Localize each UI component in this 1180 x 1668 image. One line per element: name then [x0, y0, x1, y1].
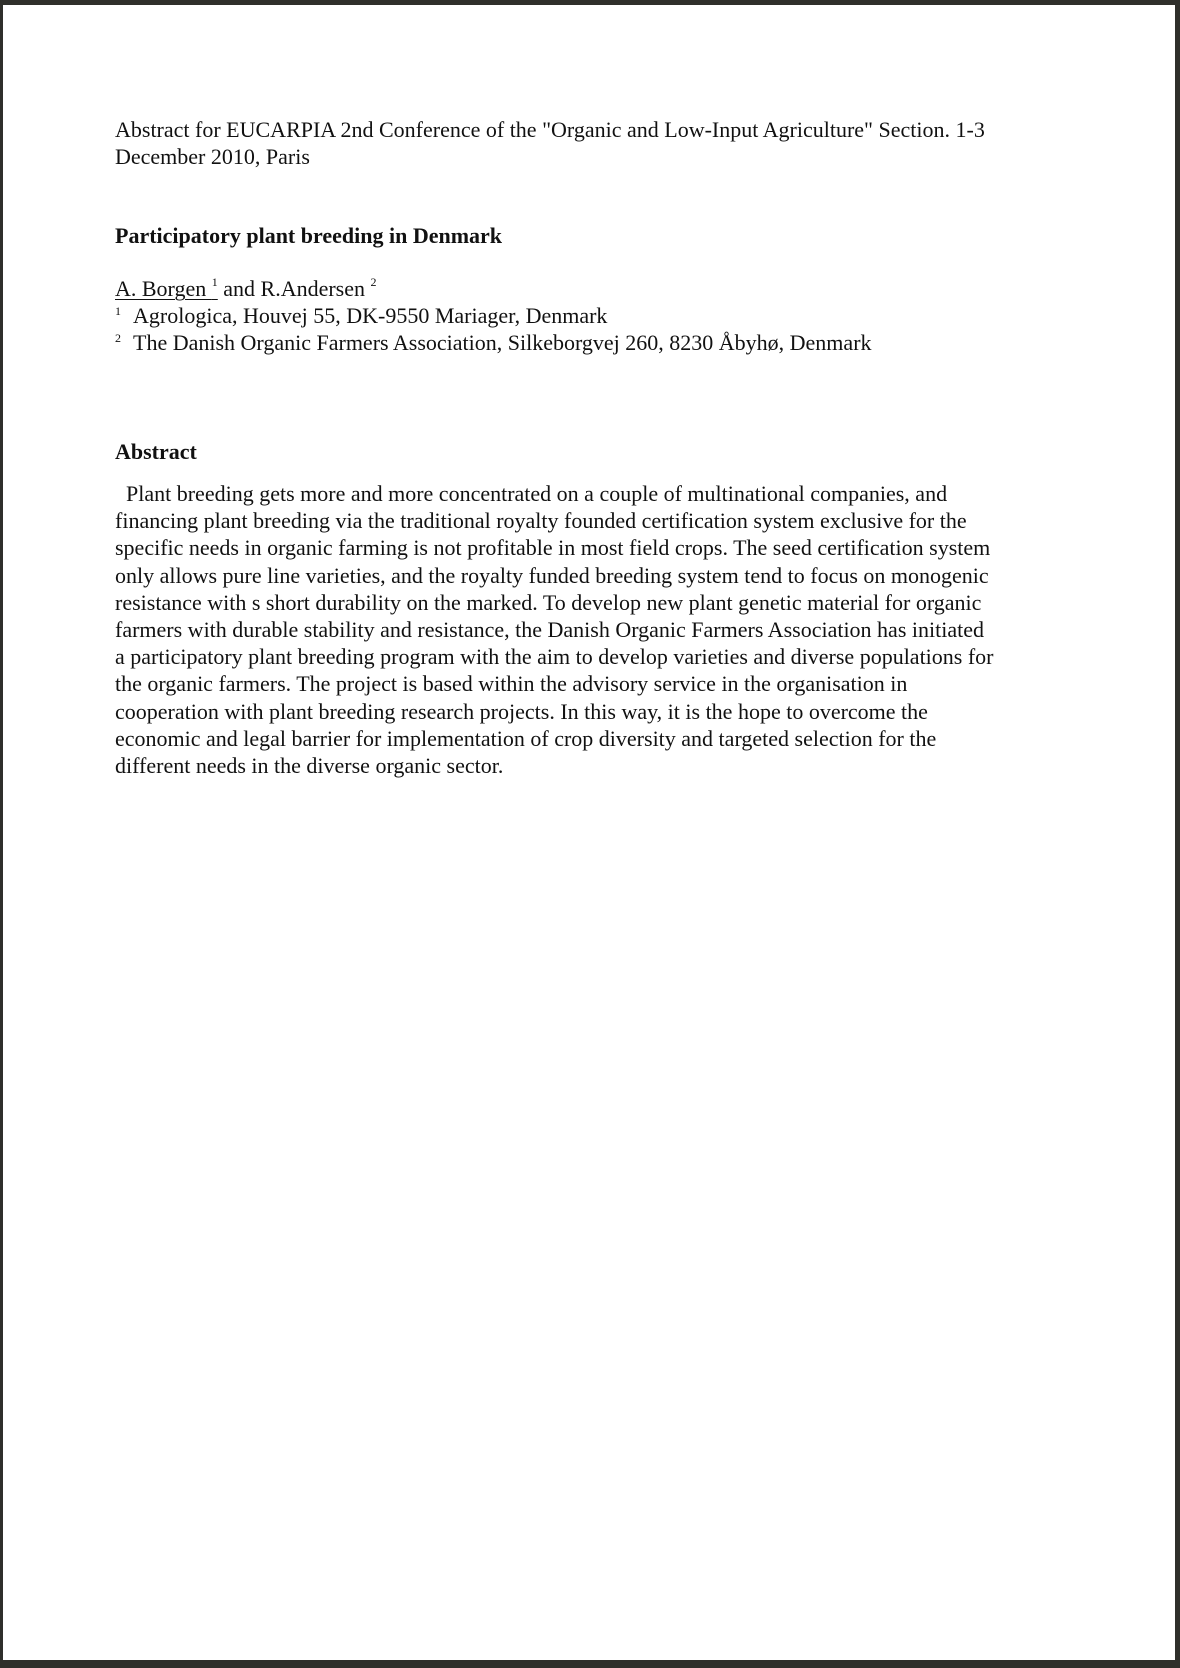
abstract-body	[115, 480, 1075, 779]
affiliation-1: 1 Agrologica, Houvej 55, DK-9550 Mariager, Denmark	[115, 303, 608, 328]
abstract-line: only allows pure line varieties, and the royalty funded breeding system tend to focus on monogenic	[115, 562, 989, 588]
paper-title: Participatory plant breeding in Denmark	[115, 223, 503, 248]
abstract-line: different needs in the diverse organic sector.	[115, 753, 504, 779]
document-content	[115, 117, 1075, 779]
abstract-heading: Abstract	[115, 439, 197, 464]
abstract-line: Plant breeding gets more and more concentrated on a couple of multinational companies, and	[115, 481, 948, 506]
author-name-1: A. Borgen $^1$	[115, 274, 218, 301]
abstract-line: specific needs in organic farming is not profitable in most field crops. The seed certification system	[115, 535, 991, 561]
abstract-line: economic and legal barrier for implementation of crop diversity and targeted selection for the	[115, 725, 937, 751]
author-2-superscript: 2	[370, 274, 377, 289]
abstract-line: resistance with s short durability on the marked. To develop new plant genetic material for organic	[115, 589, 982, 615]
author-connector: and R.Andersen	[217, 276, 371, 301]
abstract-line: financing plant breeding via the traditional royalty founded certification system exclusive for the	[115, 508, 967, 534]
conference-line-2: December 2010, Paris	[115, 143, 310, 169]
affiliation-2: 2 The Danish Organic Farmers Association, Silkeborgvej 260, 8230 Åbyhø, Denmark	[115, 330, 872, 355]
abstract-line: farmers with durable stability and resistance, the Danish Organic Farmers Association has initiated	[115, 617, 984, 643]
author-1-superscript: 1	[211, 274, 218, 289]
abstract-line: a participatory plant breeding program with the aim to develop varieties and diverse populations for	[115, 644, 994, 670]
affiliation-1-text: Agrologica, Houvej 55, DK-9550 Mariager, Denmark	[133, 303, 608, 328]
document-page	[3, 5, 1175, 1660]
author-line	[115, 275, 1075, 302]
affiliation-2-text: The Danish Organic Farmers Association, Silkeborgvej 260, 8230 Åbyhø, Denmark	[133, 330, 872, 355]
abstract-line: cooperation with plant breeding research projects. In this way, it is the hope to overcome the	[115, 698, 928, 724]
abstract-line: the organic farmers. The project is based within the advisory service in the organisation in	[115, 671, 908, 697]
conference-line-1: Abstract for EUCARPIA 2nd Conference of the "Organic and Low-Input Agriculture" Section. 1-3	[115, 117, 985, 142]
